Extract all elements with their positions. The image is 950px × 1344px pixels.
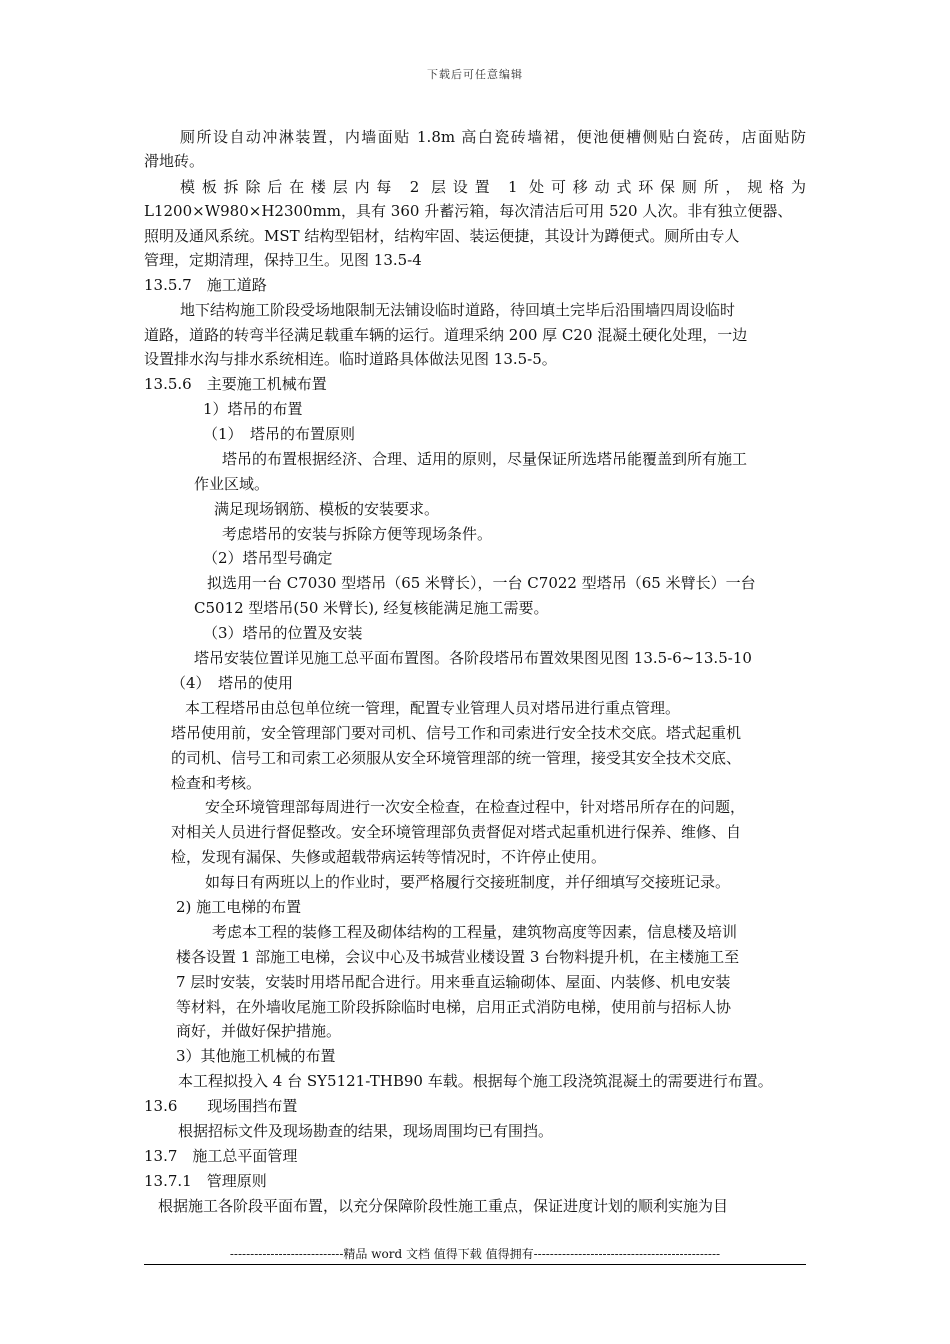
- text-line: 安全环境管理部每周进行一次安全检查，在检查过程中，针对塔吊所存在的问题，: [205, 798, 746, 816]
- sub-heading: 2) 施工电梯的布置: [176, 898, 302, 916]
- section-heading: 13.7 施工总平面管理: [144, 1147, 298, 1165]
- text-line: 如每日有两班以上的作业时，要严格履行交接班制度，并仔细填写交接班记录。: [205, 873, 731, 891]
- text-line: 检，发现有漏保、失修或超载带病运转等情况时，不许停止使用。: [171, 848, 607, 866]
- text-line: 塔吊使用前，安全管理部门要对司机、信号工作和司索进行安全技术交底。塔式起重机: [171, 724, 742, 742]
- sub-heading: （4） 塔吊的使用: [171, 674, 294, 692]
- text-line: 等材料，在外墙收尾施工阶段拆除临时电梯，启用正式消防电梯，使用前与招标人协: [176, 998, 732, 1016]
- text-line: 地下结构施工阶段受场地限制无法铺设临时道路，待回填土完毕后沿围墙四周设临时: [180, 301, 736, 319]
- sub-heading: （2）塔吊型号确定: [203, 549, 333, 567]
- text-line: 楼各设置 1 部施工电梯，会议中心及书城营业楼设置 3 台物料提升机，在主楼施工至: [176, 948, 740, 966]
- text-line: 根据施工各阶段平面布置，以充分保障阶段性施工重点，保证进度计划的顺利实施为目: [158, 1197, 729, 1215]
- text-line: 7 层时安装，安装时用塔吊配合进行。用来垂直运输砌体、屋面、内装修、机电安装: [176, 973, 731, 991]
- sub-heading: 3）其他施工机械的布置: [176, 1047, 336, 1065]
- section-heading: 13.5.6 主要施工机械布置: [144, 375, 327, 393]
- text-line: 考虑塔吊的安装与拆除方便等现场条件。: [222, 525, 493, 543]
- text-line: 设置排水沟与排水系统相连。临时道路具体做法见图 13.5-5。: [144, 350, 557, 368]
- text-line: 道路，道路的转弯半径满足载重车辆的运行。道理采纳 200 厚 C20 混凝土硬化处理，一边: [144, 326, 748, 344]
- text-line: 本工程塔吊由总包单位统一管理，配置专业管理人员对塔吊进行重点管理。: [185, 699, 681, 717]
- section-heading: 13.7.1 管理原则: [144, 1172, 267, 1190]
- section-heading: 13.6 现场围挡布置: [144, 1097, 298, 1115]
- text-line: 的司机、信号工和司索工必须服从安全环境管理部的统一管理，接受其安全技术交底、: [171, 749, 742, 767]
- text-line: 模板拆除后在楼层内每 2 层设置 1 处可移动式环保厕所，规格为: [180, 178, 806, 196]
- text-line: 作业区域。: [194, 475, 270, 493]
- text-line: 根据招标文件及现场勘查的结果，现场周围均已有围挡。: [178, 1122, 554, 1140]
- text-line: 塔吊的布置根据经济、合理、适用的原则，尽量保证所选塔吊能覆盖到所有施工: [222, 450, 748, 468]
- page-header: 下载后可任意编辑: [427, 68, 523, 81]
- text-line: 厕所设自动冲淋装置，内墙面贴 1.8m 高白瓷砖墙裙，便池便槽侧贴白瓷砖，店面贴防: [180, 128, 806, 146]
- text-line: 本工程拟投入 4 台 SY5121-THB90 车载。根据每个施工段浇筑混凝土的需要进行布置。: [178, 1072, 773, 1090]
- text-line: 考虑本工程的装修工程及砌体结构的工程量，建筑物高度等因素，信息楼及培训: [212, 923, 738, 941]
- text-line: L1200×W980×H2300mm，具有 360 升蓄污箱，每次清洁后可用 520 人次。非有独立便器、: [144, 202, 793, 220]
- sub-heading: （1） 塔吊的布置原则: [203, 425, 356, 443]
- text-line: 满足现场钢筋、模板的安装要求。: [214, 500, 440, 518]
- sub-heading: （3）塔吊的位置及安装: [203, 624, 363, 642]
- footer-divider: [144, 1264, 806, 1265]
- sub-heading: 1）塔吊的布置: [203, 400, 303, 418]
- text-line: 拟选用一台 C7030 型塔吊（65 米臂长），一台 C7022 型塔吊（65 米臂长）一台: [207, 574, 756, 592]
- text-line: 检查和考核。: [171, 774, 262, 792]
- text-line: 对相关人员进行督促整改。安全环境管理部负责督促对塔式起重机进行保养、维修、自: [171, 823, 742, 841]
- page-footer: ----------------------------精品 word 文档 值得下载 值得拥有----------------------------------------------: [229, 1247, 721, 1261]
- text-line: 商好，并做好保护措施。: [176, 1022, 342, 1040]
- text-line: 塔吊安装位置详见施工总平面布置图。各阶段塔吊布置效果图见图 13.5-6~13.5-10: [194, 649, 752, 667]
- text-line: 滑地砖。: [144, 152, 205, 170]
- section-heading: 13.5.7 施工道路: [144, 276, 267, 294]
- text-line: 管理，定期清理，保持卫生。见图 13.5-4: [144, 251, 422, 269]
- text-line: 照明及通风系统。MST 结构型铝材，结构牢固、装运便捷，其设计为蹲便式。厕所由专人: [144, 227, 740, 245]
- text-line: C5012 型塔吊(50 米臂长), 经复核能满足施工需要。: [194, 599, 549, 617]
